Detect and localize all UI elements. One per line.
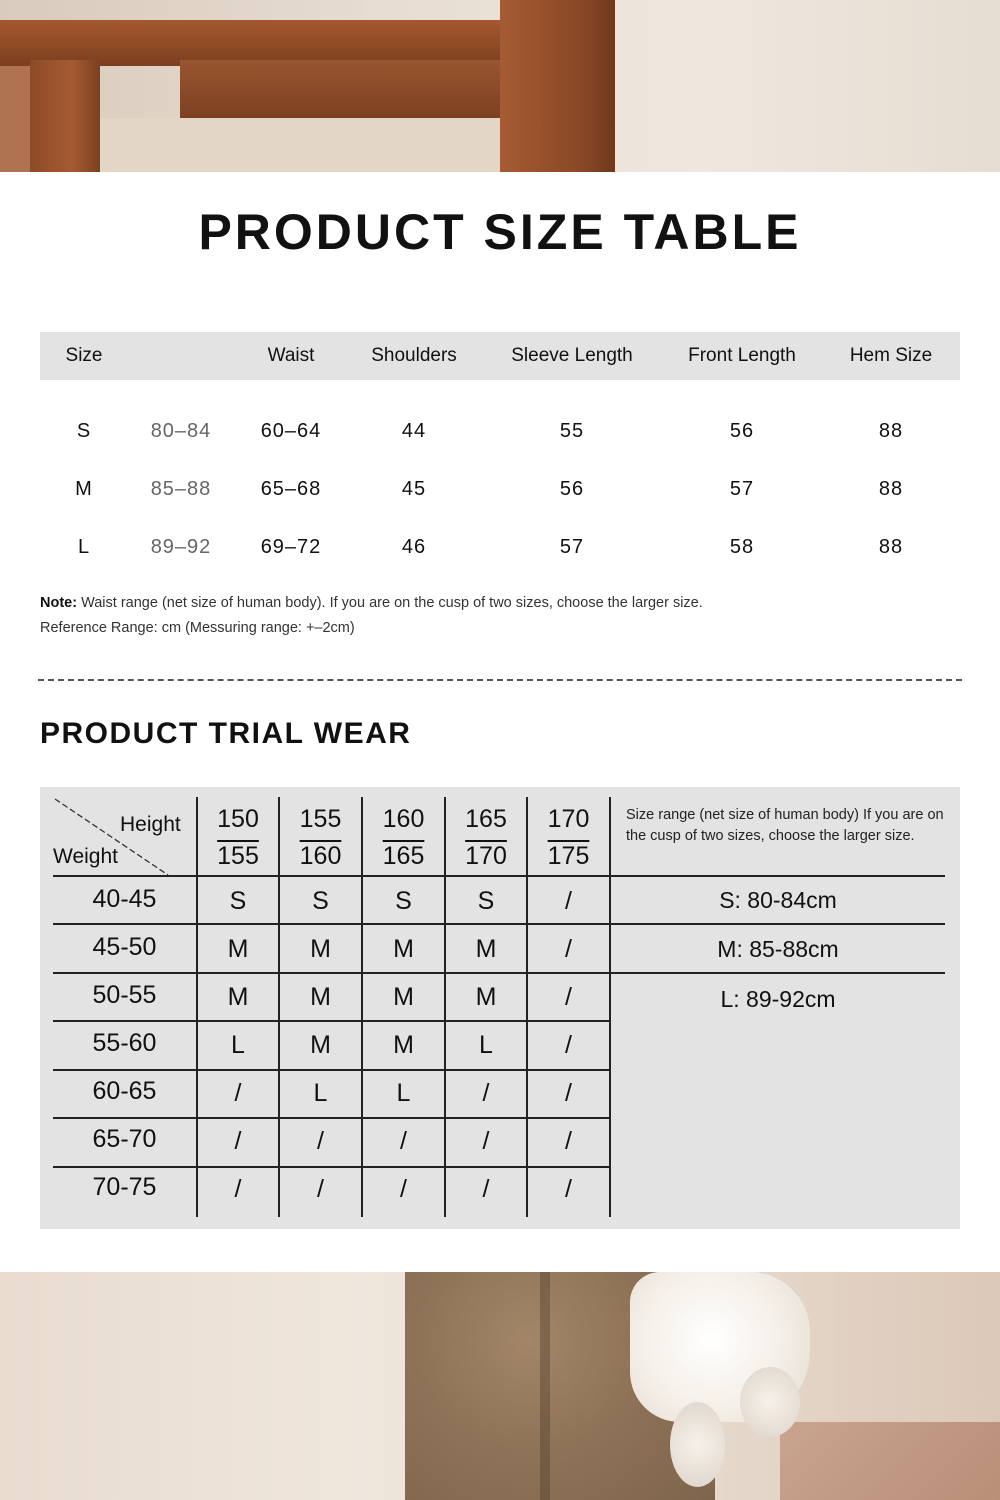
height-start: 150 [217,805,259,833]
coat-fold [540,1272,550,1500]
height-end: 160 [299,842,342,870]
waist-value: 60–64 [260,420,322,442]
weight-50-55: 50-55 [92,981,157,1009]
size-label: S [76,420,92,442]
trial-size-cell: M [227,935,249,963]
dashed-divider [38,679,962,681]
size-guide-card [0,172,1000,1272]
height-end: 165 [382,842,425,870]
wall-shadow [780,1422,1000,1500]
size-range-note: Size range (net size of human body) If you are on the cusp of two sizes, choose the larger size. [626,807,944,844]
range-l: L: 89-92cm [720,986,836,1012]
page-title: PRODUCT SIZE TABLE [198,204,802,260]
weight-55-60: 55-60 [92,1029,157,1057]
header-hem-size: Hem Size [849,345,933,366]
height-col-170-175 [527,801,610,875]
trial-size-cell: / [482,1079,490,1107]
trial-size-cell: M [310,983,331,1011]
size-label: M [75,478,93,500]
trial-size-cell: L [479,1031,493,1059]
header-shoulders: Shoulders [371,345,457,366]
waist-value: 69–72 [260,536,322,558]
bag-ornament [740,1367,800,1437]
trial-size-cell: / [234,1079,242,1107]
trial-size-cell: / [565,1127,572,1155]
wooden-shelf-post [500,0,615,172]
shoulders-value: 46 [401,536,427,558]
trial-wear-title: PRODUCT TRIAL WEAR [40,717,412,750]
range-m: M: 85-88cm [717,936,839,962]
height-col-160-165 [362,801,445,875]
trial-size-cell: L [231,1031,245,1059]
grid-line [53,923,945,925]
trial-size-cell: M [393,983,414,1011]
grid-line [53,972,945,974]
trial-size-cell: M [393,935,414,963]
header-front-length: Front Length [688,345,796,366]
trial-size-cell: / [565,983,572,1011]
size-note [40,595,703,611]
wooden-shelf-edge [0,66,30,172]
grid-line [53,1069,610,1071]
size-row-s [40,411,960,451]
grid-line [53,1166,610,1168]
trial-size-cell: / [565,935,572,963]
bottom-photo-strip [0,1272,1000,1500]
wooden-shelf-beam [180,60,510,118]
height-start: 160 [382,805,425,833]
sleeve-length-value: 57 [559,536,585,558]
hem-size-value: 88 [878,478,904,500]
bag-ornament [670,1402,725,1487]
front-length-value: 58 [729,536,755,558]
shoulders-value: 45 [401,478,427,500]
height-start: 155 [299,805,342,833]
height-col-165-170 [445,801,527,875]
trial-size-cell: / [565,1031,572,1059]
header-sleeve-length: Sleeve Length [511,345,633,366]
size-row-m [40,469,960,509]
trial-size-cell: M [475,983,497,1011]
height-start: 170 [547,805,590,833]
note-text: Waist range (net size of human body). If you are on the cusp of two sizes, choose the larger size. [77,595,703,611]
weight-70-75: 70-75 [92,1173,157,1201]
waist-value: 65–68 [260,478,322,500]
height-end: 170 [465,842,507,870]
top-photo-strip [0,0,1000,172]
size-range: 89–92 [150,536,212,558]
trial-size-cell: / [482,1127,490,1155]
sleeve-length-value: 56 [559,478,585,500]
shelf-background [100,118,500,172]
weight-40-45: 40-45 [92,885,157,913]
size-table-header [40,332,960,380]
size-range: 85–88 [150,478,212,500]
trial-size-cell: S [229,887,247,915]
trial-size-cell: L [313,1079,328,1107]
header-blank [140,332,222,380]
trial-size-cell: L [396,1079,411,1107]
weight-45-50: 45-50 [92,933,157,961]
trial-size-cell: / [317,1175,324,1203]
height-axis-label: Height [120,813,181,836]
trial-size-cell: / [565,1175,572,1203]
trial-size-cell: / [234,1175,242,1203]
trial-size-cell: M [227,983,249,1011]
weight-60-65: 60-65 [92,1077,157,1105]
trial-size-cell: S [312,887,329,915]
weight-65-70: 65-70 [92,1125,157,1153]
header-waist: Waist [267,345,315,366]
trial-size-cell: M [475,935,497,963]
size-range: 80–84 [150,420,212,442]
grid-line [53,875,945,877]
header-size: Size [65,345,103,366]
hem-size-value: 88 [878,420,904,442]
trial-size-cell: / [400,1175,407,1203]
sleeve-length-value: 55 [559,420,585,442]
trial-size-cell: M [310,935,331,963]
trial-size-cell: S [395,887,412,915]
trial-wear-table [40,787,960,1229]
height-col-150-155 [197,801,279,875]
wooden-shelf-post [30,60,100,172]
trial-size-cell: / [565,1079,572,1107]
height-col-155-160 [279,801,362,875]
trial-size-cell: / [400,1127,407,1155]
range-s: S: 80-84cm [719,887,837,913]
trial-size-cell: / [482,1175,490,1203]
size-row-l [40,527,960,567]
shoulders-value: 44 [401,420,427,442]
weight-axis-label: Weight [53,845,118,868]
trial-size-cell: S [477,887,495,915]
note-label: Note: [40,595,78,611]
reference-range-note: Reference Range: cm (Messuring range: +–2cm) [40,620,355,636]
grid-line [53,1020,610,1022]
height-end: 155 [217,842,259,870]
trial-size-cell: / [565,887,572,915]
size-label: L [77,536,91,558]
hem-size-value: 88 [878,536,904,558]
trial-size-cell: / [317,1127,324,1155]
trial-size-cell: M [393,1031,414,1059]
height-start: 165 [465,805,507,833]
front-length-value: 57 [729,478,755,500]
grid-line [53,1117,610,1119]
trial-size-cell: / [234,1127,242,1155]
trial-size-cell: M [310,1031,331,1059]
height-end: 175 [547,842,590,870]
front-length-value: 56 [729,420,755,442]
